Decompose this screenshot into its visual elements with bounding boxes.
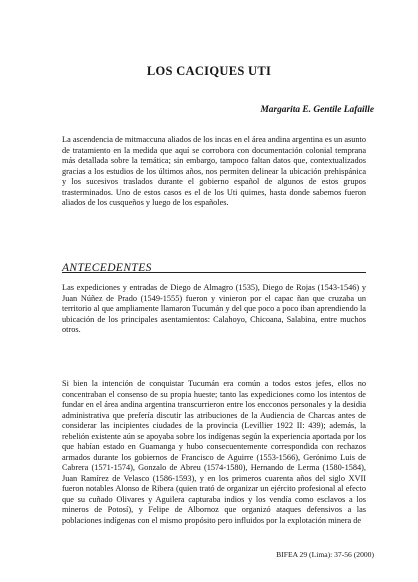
body-paragraph-2: Si bien la intención de conquistar Tucumán era común a todos estos jefes, ellos no concentraban el consenso de su propia hueste; tanto las expediciones como los intentos de fundar en el área andina argentina transcurrieron entre los encconos personales y la desidia administrativa que prefería discutir las atribuciones de la Audiencia de Charcas antes de considerar las incipientes ciudades de la provincia (Levillier 1922 II: 439); además, la rebelión existente aún se apoyaba sobre los indígenas según la experiencia aportada por los que habían estado en Guamanga y hubo consecuentemente correspondida con rechazos armados durante los gobiernos de Francisco de Aguirre (1553-1566), Gerónimo Luis de Cabrera (1571-1574), Gonzalo de Abreu (1574-1580), Hernando de Lerma (1580-1584), Juan Ramírez de Velasco (1586-1593), y en los primeros cuarenta años del siglo XVII fueron notables Alonso de Ribera (quien trató de organizar un ejército profesional al efecto que su cuñado Olivares y Aguilera capturaba indios y los vendía como esclavos a los mineros de Potosí), y Felipe de Albornoz que organizó ataques defensivos a las poblaciones indígenas con el mismo propósito pero influidos por la explotación minera de — [62, 379, 366, 525]
citation-footer: BIFEA 29 (Lima): 37-56 (2000) — [276, 550, 374, 559]
body-paragraph-1: Las expediciones y entradas de Diego de Almagro (1535), Diego de Rojas (1543-1546) y Juan Núñez de Prado (1549-1555) fueron y vinieron por el capac ñan que cruzaba un territorio al que ampliamente llamaron Tucumán y del que poco a poco iban aprendiendo la ubicación de los principales asentamientos: Calahoyo, Chicoana, Salabina, entre muchos otros. — [62, 283, 366, 334]
author-name: Margarita E. Gentile Lafaille — [260, 105, 374, 115]
section-rule — [62, 272, 366, 273]
intro-paragraph: La ascendencia de mitmaccuna aliados de los incas en el área andina argentina es un asunto de tratamiento en la medida que aquí se corrobora con documentación colonial temprana más detallada sobre la temática; sin embargo, tampoco faltan datos que, contextualizados gracias a los estudios de los últimos años, nos permiten delinear la ubicación prehispánica y los sucesivos traslados durante el gobierno español de algunos de estos grupos trasterminados. Uno de estos casos es el de los Uti quimes, hasta donde sabemos fueron aliados de los cusqueños y luego de los españoles. — [62, 135, 366, 207]
article-title: LOS CACIQUES UTI — [146, 64, 272, 78]
section-heading: ANTECEDENTES — [62, 262, 152, 274]
